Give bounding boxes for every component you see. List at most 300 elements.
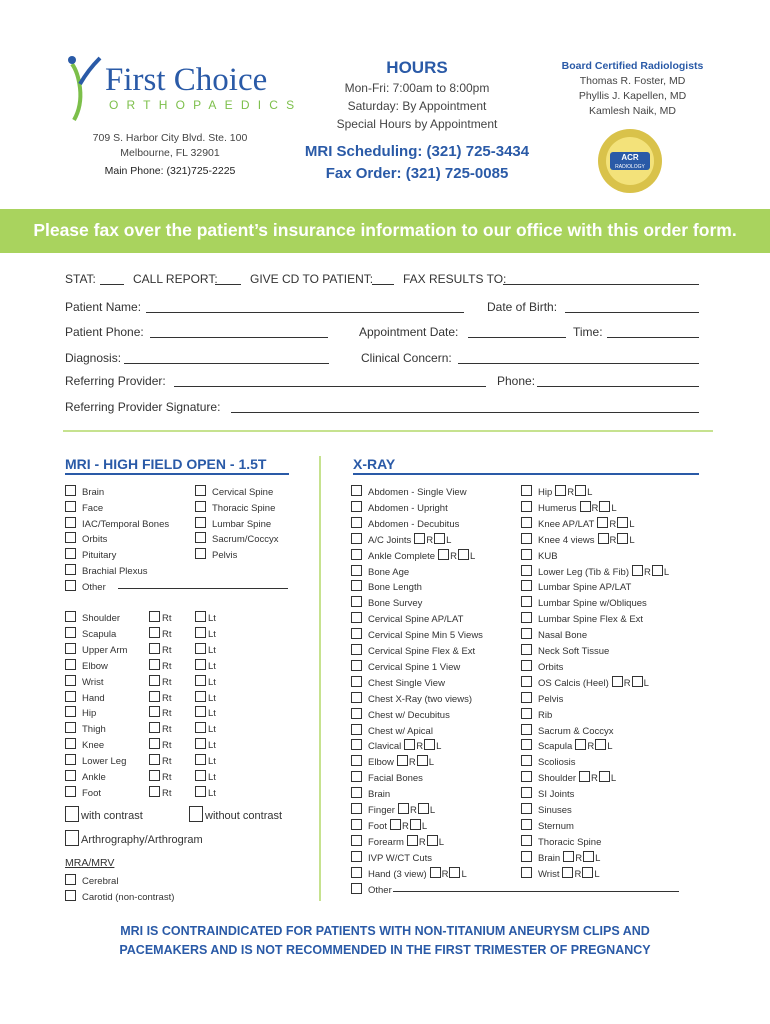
provider-phone-field[interactable] <box>537 374 699 387</box>
right-side-checkbox[interactable] <box>632 565 643 576</box>
right-side-checkbox[interactable] <box>407 835 418 846</box>
checkbox-option[interactable] <box>351 612 463 625</box>
checkbox[interactable] <box>351 819 362 830</box>
with-contrast-label: with contrast <box>81 810 143 822</box>
checkbox[interactable] <box>195 548 206 559</box>
checkbox[interactable] <box>65 627 76 638</box>
lt-checkbox[interactable] <box>195 770 206 781</box>
rt-option[interactable] <box>149 770 172 783</box>
mri-other-line[interactable] <box>118 588 288 589</box>
lt-checkbox[interactable] <box>195 706 206 717</box>
option-label: Cervical Spine 1 View <box>368 661 461 673</box>
checkbox[interactable] <box>351 787 362 798</box>
checkbox-option[interactable] <box>351 739 441 752</box>
rt-option[interactable] <box>149 754 172 767</box>
checkbox-option[interactable] <box>521 819 574 832</box>
checkbox[interactable] <box>351 739 362 750</box>
with-contrast-option[interactable] <box>65 806 143 822</box>
checkbox[interactable] <box>521 676 532 687</box>
call-report-field[interactable] <box>215 272 241 285</box>
option-label: Knee AP/LAT <box>538 518 595 530</box>
option-label: Chest Single View <box>368 677 445 689</box>
right-side-checkbox[interactable] <box>579 771 590 782</box>
checkbox[interactable] <box>521 724 532 735</box>
lt-checkbox[interactable] <box>195 675 206 686</box>
right-side-checkbox[interactable] <box>580 501 591 512</box>
checkbox[interactable] <box>521 787 532 798</box>
left-side-checkbox[interactable] <box>632 676 643 687</box>
left-side-label: L <box>610 773 617 785</box>
checkbox-option[interactable] <box>195 485 273 498</box>
left-side-checkbox[interactable] <box>434 533 445 544</box>
checkbox[interactable] <box>351 612 362 623</box>
appointment-date-field[interactable] <box>468 325 566 338</box>
rt-checkbox[interactable] <box>149 643 160 654</box>
right-side-label: R <box>567 487 575 498</box>
lt-option[interactable] <box>195 691 216 704</box>
checkbox-option[interactable] <box>521 787 574 800</box>
rt-checkbox[interactable] <box>149 738 160 749</box>
left-side-label: L <box>587 487 593 498</box>
checkbox[interactable] <box>521 596 532 607</box>
left-side-checkbox[interactable] <box>599 771 610 782</box>
checkbox[interactable] <box>65 754 76 765</box>
checkbox-option[interactable] <box>521 867 600 880</box>
right-side-checkbox[interactable] <box>563 851 574 862</box>
lt-option[interactable] <box>195 706 216 719</box>
checkbox-option[interactable] <box>521 755 576 768</box>
checkbox[interactable] <box>521 628 532 639</box>
patient-phone-field[interactable] <box>150 325 328 338</box>
lt-option[interactable] <box>195 643 216 656</box>
lt-option[interactable] <box>195 786 216 799</box>
lt-checkbox[interactable] <box>195 786 206 797</box>
time-field[interactable] <box>607 325 699 338</box>
checkbox-option[interactable] <box>195 532 279 545</box>
checkbox-option[interactable] <box>521 660 563 673</box>
left-side-checkbox[interactable] <box>583 851 594 862</box>
checkbox[interactable] <box>65 611 76 622</box>
lt-label: Lt <box>208 613 216 624</box>
checkbox[interactable] <box>65 580 76 591</box>
checkbox[interactable] <box>351 549 362 560</box>
checkbox-option[interactable] <box>351 580 422 593</box>
lt-option[interactable] <box>195 754 216 767</box>
checkbox[interactable] <box>195 517 206 528</box>
left-side-checkbox[interactable] <box>418 803 429 814</box>
rt-option[interactable] <box>149 786 172 799</box>
checkbox-option[interactable] <box>65 517 169 530</box>
lt-option[interactable] <box>195 770 216 783</box>
checkbox-option[interactable] <box>521 835 601 848</box>
checkbox-option[interactable] <box>521 692 563 705</box>
checkbox-option[interactable] <box>351 485 467 498</box>
checkbox-option[interactable] <box>351 565 409 578</box>
left-side-label: L <box>594 868 600 880</box>
right-side-checkbox[interactable] <box>598 533 609 544</box>
mri-section-title: MRI - HIGH FIELD OPEN - 1.5T <box>65 456 267 472</box>
right-side-checkbox[interactable] <box>612 676 623 687</box>
rt-checkbox[interactable] <box>149 706 160 717</box>
left-side-checkbox[interactable] <box>449 867 460 878</box>
checkbox[interactable] <box>65 659 76 670</box>
checkbox[interactable] <box>65 675 76 686</box>
checkbox-option[interactable] <box>351 501 448 514</box>
lt-option[interactable] <box>195 627 216 640</box>
joint-row <box>65 738 104 751</box>
checkbox[interactable] <box>351 533 362 544</box>
left-side-label: L <box>429 805 436 816</box>
option-label: Other <box>82 581 106 593</box>
checkbox-option[interactable] <box>351 755 434 768</box>
rt-checkbox[interactable] <box>149 722 160 733</box>
rt-option[interactable] <box>149 722 172 735</box>
arthrography-option[interactable] <box>65 830 203 846</box>
checkbox[interactable] <box>521 580 532 591</box>
checkbox-option[interactable] <box>351 660 460 673</box>
dob-field[interactable] <box>565 300 699 313</box>
rt-label: Rt <box>162 787 172 799</box>
checkbox-option[interactable] <box>65 532 107 545</box>
checkbox[interactable] <box>351 867 362 878</box>
right-side-checkbox[interactable] <box>398 803 409 814</box>
checkbox[interactable] <box>521 771 532 782</box>
rt-checkbox[interactable] <box>149 675 160 686</box>
joint-label: Foot <box>82 787 102 799</box>
option-label: SI Joints <box>538 789 575 801</box>
rt-option[interactable] <box>149 675 172 688</box>
checkbox[interactable] <box>521 660 532 671</box>
left-side-checkbox[interactable] <box>427 835 438 846</box>
checkbox[interactable] <box>351 851 362 862</box>
rt-checkbox[interactable] <box>149 611 160 622</box>
left-side-checkbox[interactable] <box>458 549 469 560</box>
checkbox[interactable] <box>521 565 532 576</box>
checkbox[interactable] <box>351 517 362 528</box>
fax-order-number: Fax Order: (321) 725-0085 <box>325 165 509 182</box>
checkbox[interactable] <box>351 803 362 814</box>
lt-checkbox[interactable] <box>195 738 206 749</box>
checkbox[interactable] <box>351 771 362 782</box>
arthrography-checkbox[interactable] <box>65 830 79 846</box>
checkbox[interactable] <box>521 533 532 544</box>
checkbox-option[interactable] <box>521 771 616 784</box>
checkbox-option[interactable] <box>521 644 609 657</box>
checkbox[interactable] <box>351 644 362 655</box>
checkbox-option[interactable] <box>351 533 451 546</box>
left-side-checkbox[interactable] <box>599 501 610 512</box>
lt-option[interactable] <box>195 738 216 751</box>
checkbox[interactable] <box>351 835 362 846</box>
right-side-checkbox[interactable] <box>597 517 608 528</box>
rt-option[interactable] <box>149 706 172 719</box>
checkbox-option[interactable] <box>351 596 422 609</box>
lt-option[interactable] <box>195 722 216 735</box>
checkbox-option[interactable] <box>65 580 106 593</box>
checkbox-option[interactable] <box>521 851 600 864</box>
joint-label: Ankle <box>82 772 106 783</box>
option-label: Cervical Spine <box>212 487 274 498</box>
option-label: Elbow <box>368 757 394 769</box>
checkbox[interactable] <box>521 851 532 862</box>
checkbox[interactable] <box>65 890 76 901</box>
option-label: Finger <box>368 805 395 816</box>
right-side-checkbox[interactable] <box>555 485 566 496</box>
checkbox-option[interactable] <box>351 692 472 705</box>
checkbox[interactable] <box>65 501 76 512</box>
rt-checkbox[interactable] <box>149 786 160 797</box>
lt-checkbox[interactable] <box>195 722 206 733</box>
left-side-label: L <box>421 820 428 832</box>
checkbox[interactable] <box>351 724 362 735</box>
option-label: Bone Survey <box>368 598 423 610</box>
checkbox-option[interactable] <box>351 724 433 737</box>
rt-checkbox[interactable] <box>149 659 160 670</box>
lt-checkbox[interactable] <box>195 627 206 638</box>
checkbox-option[interactable] <box>351 803 435 816</box>
give-cd-label: GIVE CD TO PATIENT: <box>250 272 374 286</box>
right-side-checkbox[interactable] <box>404 739 415 750</box>
checkbox[interactable] <box>195 501 206 512</box>
with-contrast-checkbox[interactable] <box>65 806 79 822</box>
checkbox[interactable] <box>351 676 362 687</box>
checkbox[interactable] <box>521 644 532 655</box>
checkbox[interactable] <box>351 628 362 639</box>
left-side-checkbox[interactable] <box>575 485 586 496</box>
column-divider <box>319 456 321 901</box>
mri-scheduling-phone: MRI Scheduling: (321) 725-3434 <box>304 143 530 160</box>
rt-option[interactable] <box>149 659 172 672</box>
checkbox-option[interactable] <box>521 485 592 498</box>
referring-provider-field[interactable] <box>174 374 486 387</box>
checkbox[interactable] <box>521 739 532 750</box>
checkbox-option[interactable] <box>195 517 271 530</box>
xray-other-line[interactable] <box>393 891 679 892</box>
lt-option[interactable] <box>195 675 216 688</box>
checkbox[interactable] <box>65 548 76 559</box>
fax-results-field[interactable] <box>503 272 699 285</box>
checkbox[interactable] <box>351 501 362 512</box>
rt-checkbox[interactable] <box>149 691 160 702</box>
checkbox-option[interactable] <box>351 883 392 896</box>
option-label: Shoulder <box>538 773 577 785</box>
checkbox[interactable] <box>65 643 76 654</box>
checkbox[interactable] <box>65 770 76 781</box>
option-label: Orbits <box>82 534 108 546</box>
checkbox-option[interactable] <box>351 771 423 784</box>
checkbox[interactable] <box>65 786 76 797</box>
checkbox-option[interactable] <box>351 628 483 641</box>
checkbox-option[interactable] <box>521 549 558 562</box>
checkbox-option[interactable] <box>351 819 427 832</box>
checkbox[interactable] <box>65 485 76 496</box>
right-side-checkbox[interactable] <box>397 755 408 766</box>
checkbox-option[interactable] <box>521 628 587 641</box>
checkbox-option[interactable] <box>351 867 467 880</box>
stat-field[interactable] <box>100 272 124 285</box>
checkbox[interactable] <box>521 803 532 814</box>
joint-row <box>65 691 105 704</box>
checkbox-option[interactable] <box>521 596 647 609</box>
checkbox[interactable] <box>521 708 532 719</box>
checkbox-option[interactable] <box>351 835 444 848</box>
checkbox-option[interactable] <box>521 517 635 530</box>
checkbox-option[interactable] <box>521 612 643 625</box>
checkbox[interactable] <box>351 755 362 766</box>
lt-checkbox[interactable] <box>195 754 206 765</box>
clinical-concern-field[interactable] <box>458 351 699 364</box>
checkbox-option[interactable] <box>521 501 617 514</box>
rt-checkbox[interactable] <box>149 770 160 781</box>
option-label: Forearm <box>368 836 404 848</box>
checkbox[interactable] <box>351 883 362 894</box>
rt-label: Rt <box>162 772 172 783</box>
checkbox-option[interactable] <box>521 676 649 689</box>
checkbox-option[interactable] <box>521 565 669 578</box>
checkbox[interactable] <box>351 660 362 671</box>
option-label: Brain <box>82 487 105 498</box>
left-side-checkbox[interactable] <box>424 739 435 750</box>
option-label: Chest w/ Decubitus <box>368 709 450 721</box>
checkbox-option[interactable] <box>351 851 432 864</box>
rt-option[interactable] <box>149 691 172 704</box>
rt-label: Rt <box>162 756 172 768</box>
patient-phone-label: Patient Phone: <box>65 325 144 339</box>
lt-checkbox[interactable] <box>195 643 206 654</box>
checkbox[interactable] <box>521 755 532 766</box>
checkbox[interactable] <box>351 708 362 719</box>
checkbox-option[interactable] <box>65 548 116 561</box>
checkbox[interactable] <box>521 867 532 878</box>
lt-checkbox[interactable] <box>195 691 206 702</box>
rt-option[interactable] <box>149 627 172 640</box>
checkbox[interactable] <box>351 692 362 703</box>
option-label: OS Calcis (Heel) <box>538 677 609 689</box>
checkbox[interactable] <box>351 565 362 576</box>
checkbox-option[interactable] <box>521 803 572 816</box>
signature-field[interactable] <box>231 400 699 413</box>
checkbox[interactable] <box>351 485 362 496</box>
left-side-checkbox[interactable] <box>595 739 606 750</box>
checkbox-option[interactable] <box>65 501 103 514</box>
checkbox[interactable] <box>65 691 76 702</box>
checkbox-option[interactable] <box>521 739 613 752</box>
first-choice-logo-figure-icon <box>64 54 104 122</box>
checkbox[interactable] <box>65 517 76 528</box>
checkbox[interactable] <box>65 706 76 717</box>
checkbox[interactable] <box>521 692 532 703</box>
lt-option[interactable] <box>195 611 216 624</box>
checkbox-option[interactable] <box>65 564 147 577</box>
checkbox[interactable] <box>195 532 206 543</box>
left-side-checkbox[interactable] <box>652 565 663 576</box>
checkbox-option[interactable] <box>65 485 104 498</box>
address-line-2: Melbourne, FL 32901 <box>120 147 220 159</box>
checkbox-option[interactable] <box>195 501 275 514</box>
checkbox-option[interactable] <box>351 787 390 800</box>
checkbox[interactable] <box>521 549 532 560</box>
checkbox[interactable] <box>65 738 76 749</box>
checkbox[interactable] <box>521 501 532 512</box>
checkbox[interactable] <box>521 835 532 846</box>
left-side-checkbox[interactable] <box>417 755 428 766</box>
left-side-label: L <box>446 534 452 546</box>
checkbox-option[interactable] <box>521 724 614 737</box>
rt-option[interactable] <box>149 643 172 656</box>
insurance-banner-text: Please fax over the patient’s insurance information to our office with this order form. <box>33 220 737 240</box>
give-cd-field[interactable] <box>372 272 394 285</box>
checkbox-option[interactable] <box>521 533 635 546</box>
right-side-label: R <box>591 502 599 514</box>
rt-checkbox[interactable] <box>149 754 160 765</box>
joint-label: Hip <box>82 708 97 720</box>
right-side-checkbox[interactable] <box>575 739 586 750</box>
option-label: Clavical <box>368 741 402 753</box>
checkbox[interactable] <box>521 485 532 496</box>
appointment-date-label: Appointment Date: <box>359 325 459 339</box>
rt-checkbox[interactable] <box>149 627 160 638</box>
checkbox-option[interactable] <box>351 676 445 689</box>
mra-carotid-option[interactable] <box>65 890 174 903</box>
right-side-checkbox[interactable] <box>414 533 425 544</box>
checkbox-option[interactable] <box>521 580 631 593</box>
checkbox[interactable] <box>65 532 76 543</box>
patient-name-field[interactable] <box>146 300 464 313</box>
option-label: A/C Joints <box>368 534 412 546</box>
checkbox-option[interactable] <box>351 644 475 657</box>
right-side-checkbox[interactable] <box>438 549 449 560</box>
checkbox-option[interactable] <box>351 517 459 530</box>
checkbox-option[interactable] <box>351 549 475 562</box>
checkbox[interactable] <box>195 485 206 496</box>
option-label: Scapula <box>538 741 573 753</box>
right-side-checkbox[interactable] <box>430 867 441 878</box>
lt-label: Lt <box>208 676 216 688</box>
checkbox[interactable] <box>65 874 76 885</box>
without-contrast-option[interactable] <box>189 806 282 822</box>
rt-option[interactable] <box>149 611 172 624</box>
without-contrast-checkbox[interactable] <box>189 806 203 822</box>
checkbox[interactable] <box>521 517 532 528</box>
checkbox[interactable] <box>521 612 532 623</box>
mra-cerebral-option[interactable] <box>65 874 118 887</box>
right-side-checkbox[interactable] <box>390 819 401 830</box>
checkbox-option[interactable] <box>351 708 450 721</box>
checkbox[interactable] <box>65 722 76 733</box>
left-side-checkbox[interactable] <box>410 819 421 830</box>
rt-option[interactable] <box>149 738 172 751</box>
lt-option[interactable] <box>195 659 216 672</box>
checkbox[interactable] <box>65 564 76 575</box>
option-label: Chest X-Ray (two views) <box>368 693 472 705</box>
without-contrast-label: without contrast <box>205 810 283 822</box>
rt-label: Rt <box>162 644 172 656</box>
checkbox-option[interactable] <box>195 548 237 561</box>
left-side-checkbox[interactable] <box>617 517 628 528</box>
diagnosis-field[interactable] <box>124 351 329 364</box>
left-side-label: L <box>611 502 617 514</box>
left-side-checkbox[interactable] <box>617 533 628 544</box>
checkbox[interactable] <box>351 596 362 607</box>
checkbox[interactable] <box>351 580 362 591</box>
option-label: Pelvis <box>538 693 564 705</box>
right-side-checkbox[interactable] <box>562 867 573 878</box>
checkbox-option[interactable] <box>521 708 552 721</box>
lt-checkbox[interactable] <box>195 611 206 622</box>
lt-checkbox[interactable] <box>195 659 206 670</box>
left-side-checkbox[interactable] <box>582 867 593 878</box>
checkbox[interactable] <box>521 819 532 830</box>
